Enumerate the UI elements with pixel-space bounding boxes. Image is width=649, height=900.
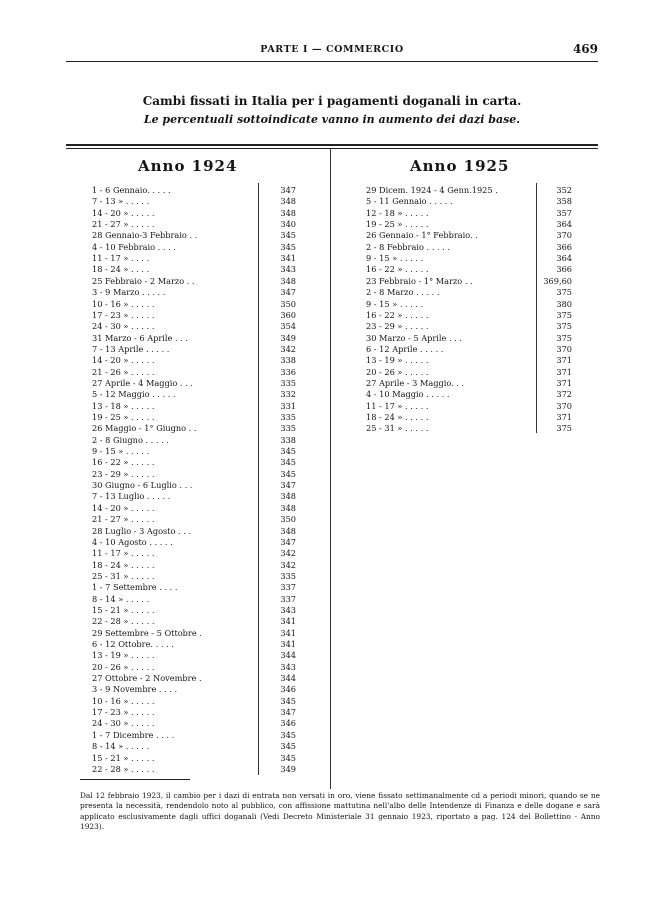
period-label: 25 Febbraio - 2 Marzo . . xyxy=(92,275,195,286)
exchange-value: 331 xyxy=(280,400,296,411)
exchange-value: 375 xyxy=(556,423,572,434)
exchange-value: 360 xyxy=(280,309,296,320)
page-title: Cambi fissati in Italia per i pagamenti doganali in carta. xyxy=(142,94,522,108)
exchange-value: 371 xyxy=(556,377,572,388)
period-label: 18 - 24 » . . . . . xyxy=(92,559,155,570)
period-label: 27 Aprile - 3 Maggio. . . xyxy=(366,377,465,388)
header-rule xyxy=(66,61,598,62)
exchange-value: 332 xyxy=(280,389,296,400)
period-label: 7 - 13 Luglio . . . . . xyxy=(92,491,171,502)
period-label: 25 - 31 » . . . . . xyxy=(366,423,429,434)
year-heading-1924: Anno 1924 xyxy=(138,157,238,175)
exchange-value: 346 xyxy=(280,718,296,729)
exchange-value: 346 xyxy=(280,684,296,695)
period-label: 19 - 25 » . . . . . xyxy=(92,412,155,422)
period-label: 13 - 19 » . . . . . xyxy=(92,650,155,661)
period-label: 5 - 12 Maggio . . . . . xyxy=(92,389,176,400)
exchange-value: 364 xyxy=(556,219,572,230)
exchange-value: 372 xyxy=(556,389,572,400)
period-label: 14 - 20 » . . . . . xyxy=(92,207,155,218)
exchange-value: 335 xyxy=(280,412,296,422)
page-number: 469 xyxy=(572,42,598,56)
period-label: 21 - 26 » . . . . . xyxy=(92,366,155,377)
exchange-value: 345 xyxy=(280,230,296,241)
exchange-value: 343 xyxy=(280,661,296,672)
period-label: 4 - 10 Agosto . . . . . xyxy=(92,536,173,547)
exchange-value: 348 xyxy=(280,491,296,502)
period-label: 11 - 17 » . . . . . xyxy=(366,400,429,411)
period-label: 26 Gennaio - 1° Febbraio. . xyxy=(366,230,478,241)
exchange-value: 343 xyxy=(280,264,296,275)
period-label: 30 Marzo - 5 Aprile . . . xyxy=(366,332,462,343)
period-label: 11 - 17 » . . . . xyxy=(92,253,150,264)
period-label: 10 - 16 » . . . . . xyxy=(92,695,155,706)
exchange-value: 366 xyxy=(556,264,572,275)
exchange-value: 337 xyxy=(280,593,296,604)
exchange-value: 364 xyxy=(556,253,572,264)
exchange-value: 335 xyxy=(280,570,296,581)
exchange-value: 341 xyxy=(280,616,296,627)
period-label: 2 - 8 Giugno . . . . . xyxy=(92,434,169,445)
period-label: 21 - 27 » . . . . . xyxy=(92,219,155,230)
exchange-value: 375 xyxy=(556,332,572,343)
exchange-value: 347 xyxy=(280,185,296,195)
exchange-value: 348 xyxy=(280,525,296,536)
period-label: 22 - 28 » . . . . . xyxy=(92,616,155,627)
period-label: 28 Luglio - 3 Agosto . . . xyxy=(92,525,192,536)
period-label: 14 - 20 » . . . . . xyxy=(92,502,155,513)
exchange-value: 338 xyxy=(280,355,296,366)
period-label: 8 - 14 » . . . . . xyxy=(92,741,150,752)
period-label: 22 - 28 » . . . . . xyxy=(92,763,155,774)
exchange-value: 371 xyxy=(556,355,572,366)
period-label: 27 Aprile - 4 Maggio . . . xyxy=(92,377,193,388)
exchange-value: 349 xyxy=(280,763,296,774)
period-label: 10 - 16 » . . . . . xyxy=(92,298,155,309)
exchange-value: 348 xyxy=(280,207,296,218)
period-label: 9 - 15 » . . . . . xyxy=(366,253,424,264)
table-top-rule xyxy=(66,144,598,146)
period-label: 29 Dicem. 1924 - 4 Genn.1925 . xyxy=(366,185,498,195)
period-label: 13 - 18 » . . . . . xyxy=(92,400,155,411)
period-label: 29 Settembre - 5 Ottobre . xyxy=(92,627,202,638)
exchange-value: 375 xyxy=(556,287,572,298)
header-title: PARTE I — COMMERCIO xyxy=(260,44,404,55)
exchange-value: 380 xyxy=(556,298,572,309)
period-label: 27 Ottobre - 2 Novembre . xyxy=(92,673,202,684)
table-top-rule-thin xyxy=(66,148,598,149)
exchange-value: 352 xyxy=(556,185,572,195)
period-label: 7 - 13 » . . . . . xyxy=(92,196,150,207)
center-divider xyxy=(330,149,331,789)
page-subtitle: Le percentuali sottoindicate vanno in aumento dei dazi base. xyxy=(143,113,521,126)
exchange-value: 342 xyxy=(280,548,296,559)
period-label: 24 - 30 » . . . . . xyxy=(92,321,155,332)
exchange-value: 343 xyxy=(280,604,296,615)
period-label: 3 - 9 Marzo . . . . . xyxy=(92,287,166,298)
period-label: 5 - 11 Gennaio . . . . . xyxy=(366,196,453,207)
period-label: 18 - 24 » . . . . . xyxy=(366,412,429,422)
period-label: 4 - 10 Maggio . . . . . xyxy=(366,389,450,400)
period-label: 23 Febbraio - 1° Marzo . . xyxy=(366,275,473,286)
exchange-value: 350 xyxy=(280,298,296,309)
exchange-value: 369,60 xyxy=(543,275,572,286)
period-label: 28 Gennaio-3 Febbraio . . xyxy=(92,230,198,241)
exchange-value: 345 xyxy=(280,752,296,763)
exchange-value: 345 xyxy=(280,468,296,479)
exchange-value: 345 xyxy=(280,457,296,468)
exchange-value: 347 xyxy=(280,287,296,298)
period-label: 20 - 26 » . . . . . xyxy=(366,366,429,377)
exchange-value: 357 xyxy=(556,207,572,218)
period-label: 11 - 17 » . . . . . xyxy=(92,548,155,559)
exchange-value: 340 xyxy=(280,219,296,230)
exchange-value: 370 xyxy=(556,343,572,354)
col1-value-divider xyxy=(258,183,259,775)
period-label: 1 - 6 Gennaio. . . . . xyxy=(92,185,171,195)
exchange-value: 345 xyxy=(280,241,296,252)
period-label: 6 - 12 Aprile . . . . . xyxy=(366,343,444,354)
period-label: 4 - 10 Febbraio . . . . xyxy=(92,241,176,252)
exchange-value: 366 xyxy=(556,241,572,252)
exchange-value: 341 xyxy=(280,627,296,638)
exchange-value: 341 xyxy=(280,639,296,649)
exchange-value: 348 xyxy=(280,196,296,207)
exchange-value: 347 xyxy=(280,480,296,491)
period-label: 30 Giugno - 6 Luglio . . . xyxy=(92,480,193,491)
exchange-value: 371 xyxy=(556,366,572,377)
exchange-value: 347 xyxy=(280,707,296,718)
footnote xyxy=(80,791,600,833)
period-label: 2 - 8 Febbraio . . . . . xyxy=(366,241,450,252)
exchange-value: 345 xyxy=(280,729,296,740)
period-label: 19 - 25 » . . . . . xyxy=(366,219,429,230)
footnote-rule xyxy=(80,779,190,780)
exchange-value: 358 xyxy=(556,196,572,207)
exchange-value: 337 xyxy=(280,582,296,593)
year-heading-1925: Anno 1925 xyxy=(410,157,510,175)
period-label: 31 Marzo - 6 Aprile . . . xyxy=(92,332,188,343)
period-label: 9 - 15 » . . . . . xyxy=(366,298,424,309)
period-label: 1 - 7 Settembre . . . . xyxy=(92,582,178,593)
exchange-value: 347 xyxy=(280,536,296,547)
period-label: 8 - 14 » . . . . . xyxy=(92,593,150,604)
period-label: 25 - 31 » . . . . . xyxy=(92,570,155,581)
period-label: 13 - 19 » . . . . . xyxy=(366,355,429,366)
period-label: 3 - 9 Novembre . . . . xyxy=(92,684,178,695)
period-label: 7 - 13 Aprile . . . . . xyxy=(92,343,170,354)
exchange-value: 348 xyxy=(280,502,296,513)
exchange-value: 375 xyxy=(556,309,572,320)
period-label: 2 - 8 Marzo . . . . . xyxy=(366,287,440,298)
exchange-value: 344 xyxy=(280,673,296,684)
period-label: 20 - 26 » . . . . . xyxy=(92,661,155,672)
running-header xyxy=(66,44,598,58)
period-label: 1 - 7 Dicembre . . . . xyxy=(92,729,175,740)
period-label: 9 - 15 » . . . . . xyxy=(92,446,150,457)
exchange-value: 375 xyxy=(556,321,572,332)
period-label: 15 - 21 » . . . . . xyxy=(92,604,155,615)
exchange-value: 344 xyxy=(280,650,296,661)
exchange-value: 371 xyxy=(556,412,572,422)
exchange-value: 349 xyxy=(280,332,296,343)
exchange-value: 348 xyxy=(280,275,296,286)
footnote-text: Dal 12 febbraio 1923, il cambio per i dazi di entrata non versati in oro, viene fissato settimanalmente cd a periodi minori, quando se ne presenta la necessità, rendendolo noto al pubblico, con affissione mattutina nell'albo delle Intendenze di Finanza e delle dogane e sarà applicato esclusivamente dagli uffici doganali (Vedi Decreto Ministeriale 31 gennaio 1923, riportato a pag. 124 del Bollettino - Anno 1923). xyxy=(80,791,600,832)
exchange-value: 342 xyxy=(280,343,296,354)
exchange-value: 370 xyxy=(556,230,572,241)
period-label: 24 - 30 » . . . . . xyxy=(92,718,155,729)
exchange-value: 335 xyxy=(280,423,296,434)
exchange-value: 345 xyxy=(280,446,296,457)
exchange-value: 370 xyxy=(556,400,572,411)
exchange-value: 341 xyxy=(280,253,296,264)
period-label: 17 - 23 » . . . . . xyxy=(92,309,155,320)
exchange-value: 336 xyxy=(280,366,296,377)
period-label: 14 - 20 » . . . . . xyxy=(92,355,155,366)
exchange-value: 342 xyxy=(280,559,296,570)
period-label: 6 - 12 Ottobre. . . . . xyxy=(92,639,174,649)
exchange-value: 350 xyxy=(280,514,296,525)
period-label: 17 - 23 » . . . . . xyxy=(92,707,155,718)
period-label: 23 - 29 » . . . . . xyxy=(366,321,429,332)
period-label: 16 - 22 » . . . . . xyxy=(366,264,429,275)
exchange-value: 338 xyxy=(280,434,296,445)
exchange-value: 335 xyxy=(280,377,296,388)
exchange-value: 345 xyxy=(280,741,296,752)
period-label: 12 - 18 » . . . . . xyxy=(366,207,429,218)
col2-value-divider xyxy=(536,183,537,433)
exchange-value: 354 xyxy=(280,321,296,332)
period-label: 16 - 22 » . . . . . xyxy=(366,309,429,320)
period-label: 21 - 27 » . . . . . xyxy=(92,514,155,525)
exchange-value: 345 xyxy=(280,695,296,706)
period-label: 18 - 24 » . . . . xyxy=(92,264,150,275)
period-label: 26 Maggio - 1° Giugno . . xyxy=(92,423,197,434)
period-label: 16 - 22 » . . . . . xyxy=(92,457,155,468)
period-label: 15 - 21 » . . . . . xyxy=(92,752,155,763)
period-label: 23 - 29 » . . . . . xyxy=(92,468,155,479)
